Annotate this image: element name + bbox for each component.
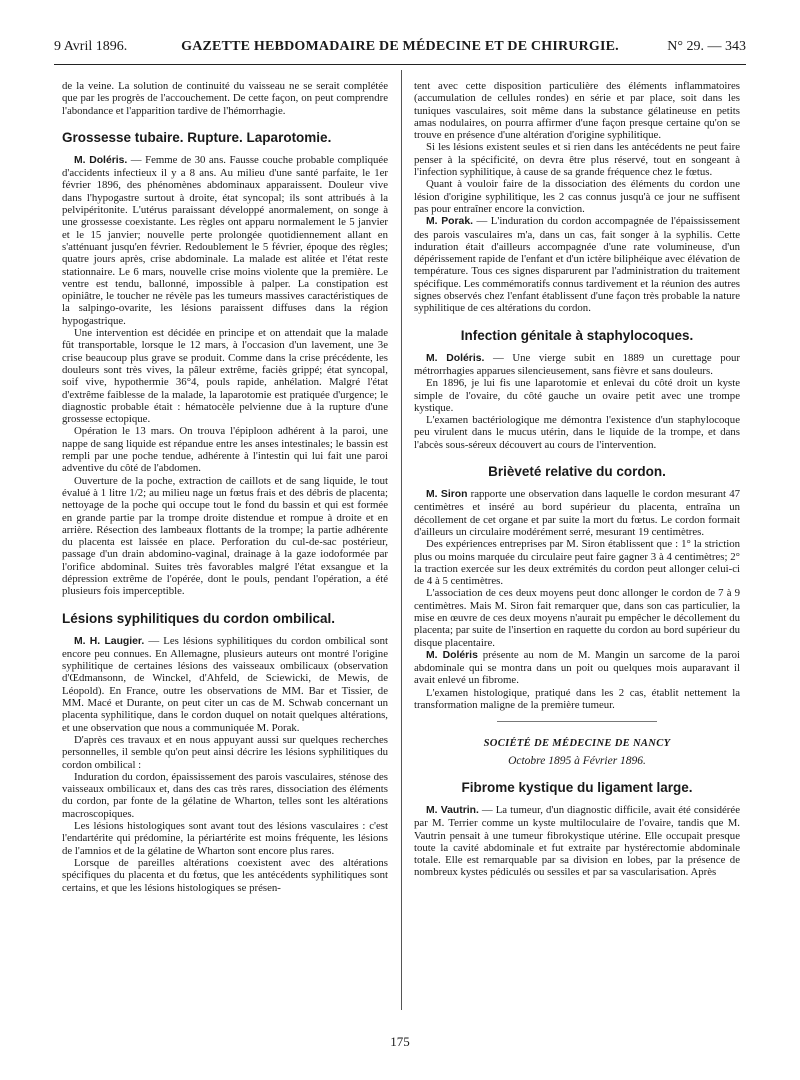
- session-dates: Octobre 1895 à Février 1896.: [508, 754, 646, 767]
- speaker-name: M. Porak.: [426, 216, 473, 228]
- paragraph: Opération le 13 mars. On trouva l'épiploon adhérent à la paroi, une nappe de sang liquide est répandue entre les anses intestinales; le bassin est rempli par une poche tendue, adhérente à l'intestin qui lui fait une paroi adventive du côté de l'abdomen.: [62, 425, 388, 475]
- section-heading: Grossesse tubaire. Rupture. Laparotomie.: [62, 129, 332, 145]
- speaker-name: M. Doléris.: [74, 154, 128, 166]
- header-rule: [54, 64, 746, 65]
- paragraph: D'après ces travaux et en nous appuyant aussi sur quelques recherches personnelles, il semble qu'on peut ainsi décrire les lésions syphilitiques du cordon ombilical :: [62, 733, 388, 771]
- speaker-name: M. Vautrin.: [426, 804, 479, 816]
- paragraph: Des expériences entreprises par M. Siron établissent que : 1° la striction plus ou moins marquée du circulaire peut faire gagner 3 à 4 centimètres; 2° la traction exercée sur les deux extrémités du cordon peut allonger celui-ci de 4 à 5 centimètres.: [414, 538, 740, 588]
- left-column: [62, 80, 388, 894]
- society-title: SOCIÉTÉ DE MÉDECINE DE NANCY: [483, 738, 671, 750]
- speaker-name: M. H. Laugier.: [74, 635, 145, 647]
- paragraph: M. Doléris. — Une vierge subit en 1889 un curettage pour métrorrhagies apparues silencieusement, sans fièvre et sans douleurs.: [414, 351, 741, 377]
- paragraph: M. Vautrin. — La tumeur, d'un diagnostic difficile, avait été considérée par M. Terrier comme un kyste multiloculaire de l'ovaire, tandis que M. Vautrin pensait à une tumeur fibrokystique utérine. Elle occupait presque toute la cavité abdominale et fut extraite par hystérectomie abdominale totale. Elle est remarquable par sa division en lobes, par la présence de nombreux kystes pédiculés ou sessiles et par sa vascularisation. Après: [414, 803, 740, 879]
- paragraph: tent avec cette disposition particulière des éléments inflammatoires (accumulation de cellules rondes) en série et par place, soit dans les tuniques vasculaires, soit même dans la substance gélatineuse en petits amas nodulaires, on pourra affirmer d'une façon presque certaine qu'on se trouve en présence d'une altération d'origine syphilitique.: [414, 80, 740, 142]
- right-column: [414, 80, 740, 879]
- section-heading: Infection génitale à staphylocoques.: [460, 327, 694, 343]
- paragraph: Si les lésions existent seules et si rien dans les antécédents ne peut faire penser à la spécificité, on devra être plus réservé, tout en songeant à l'infection syphilitique, à cause de sa grande fréquence chez le fœtus.: [414, 141, 740, 179]
- journal-title: GAZETTE HEBDOMADAIRE DE MÉDECINE ET DE CHIRURGIE.: [181, 39, 619, 54]
- speaker-name: M. Doléris.: [426, 352, 485, 364]
- paragraph: M. H. Laugier. — Les lésions syphilitiques du cordon ombilical sont encore peu connues. En Allemagne, plusieurs auteurs ont montré l'origine syphilitique de certaines lésions des vaisseaux ombilicaux (observation d'Œdmansonn, de Winckel, d'Ahfeld, de Sciewicki, de Mewis, de Léopold). En France, outre les observations de MM. Bar et Tissier, de MM. Macé et Durante, on peut citer un cas de M. Schwab concernant un placenta syphilitique, dans le cordon duquel on notait quelques altérations, et une observation que nous a communiquée M. Porak.: [62, 634, 388, 734]
- paragraph: M. Doléris. — Femme de 30 ans. Fausse couche probable compliquée d'accidents infectieux il y a 8 ans. Au milieu d'une santé parfaite, le 1er février 1896, des phénomènes abdominaux apparaissent. Douleur vive dans l'hypogastre surtout à droite, état syncopal; ils sont attribués à la pelvipéritonite. L'utérus paraissant développé anormalement, on songe à une grossesse coexistante. Les règles ont apparu normalement le 5 janvier et le 15 janvier; nouvelle perte prolongée quotidiennement allant en s'atténuant jusqu'en février. Redoublement le 5 février, époque des règles; quatre jours après, crise abdominale. La malade est alitée et l'état reste stationnaire. Le 6 mars, nouvelle crise moins violente que la première. Le ventre est tendu, ballonné, impossible à palper. La constipation est opiniâtre, le toucher ne révèle pas les tumeurs massives caractéristiques de la salpingo-ovarite, les lésions paraissent diffuses dans la région hypogastrique.: [62, 153, 388, 327]
- speaker-name: M. Doléris: [426, 649, 478, 661]
- section-separator: [497, 721, 657, 722]
- section-heading: Brièveté relative du cordon.: [488, 464, 666, 480]
- issue-date: 9 Avril 1896.: [54, 39, 128, 54]
- column-divider: [401, 70, 402, 1010]
- paragraph: Une intervention est décidée en principe et on attendait que la malade fût transportable, lorsque le 12 mars, à l'occasion d'un lavement, une 3e crise beaucoup plus grave se produit. Comme dans la crise précédente, les douleurs sont très vives, la pâleur extrême, faciès grippé; état syncopal, soif vive, hypothermie 36°4, pouls rapide, anhélation. Malgré l'état d'extrême faiblesse de la malade, la laparotomie est pratiquée d'urgence; le diagnostic probable était : hématocèle pelvienne due à la rupture d'une grossesse ectopique.: [62, 327, 388, 426]
- paragraph: M. Porak. — L'induration du cordon accompagnée de l'épaississement des parois vasculaires m'a, dans un cas, fait songer à la syphilis. Cette induration était d'ailleurs accompagnée d'une rate volumineuse, d'un dépérissement rapide de l'enfant et d'un ictère biliphéique avec élévation de température. Tous ces signes disparurent par l'administration du traitement spécifique. Les commémoratifs connus tardivement et la réunion des autres signes observés chez l'enfant établissent d'une façon très probable la nature syphilitique de ces altérations du cordon.: [414, 215, 740, 315]
- paragraph: En 1896, je lui fis une laparotomie et enlevai du côté droit un kyste simple de l'ovaire, du côté gauche un ovaire petit avec une trompe kystique.: [414, 377, 740, 414]
- paragraph: de la veine. La solution de continuité du vaisseau ne se serait complétée que par les progrès de l'accouchement. De cette façon, on peut comprendre l'abondance et l'apparition tardive de l'hémorrhagie.: [62, 80, 388, 117]
- paragraph: L'association de ces deux moyens peut donc allonger le cordon de 7 à 9 centimètres. Mais M. Siron fait remarquer que, dans son cas particulier, la mise en œuvre de ces deux moyens n'aurait pu empêcher le décollement du placenta; par suite de l'insertion en raquette du cordon au bord supérieur du disque placentaire.: [414, 587, 740, 649]
- paragraph: Quant à vouloir faire de la dissociation des éléments du cordon une lésion d'origine syphilitique, les 2 cas connus jusqu'à ce jour ne suffisent pas pour entraîner encore la conviction.: [414, 178, 740, 215]
- folio-number: 175: [390, 1034, 410, 1049]
- paragraph: Ouverture de la poche, extraction de caillots et de sang liquide, le tout évalué à 1 litre 1/2; au milieu nage un fœtus frais et des débris de placenta; nettoyage de la poche qui occupe tout le fond du bassin et qui est formée en grande partie par la trompe droite distendue et rompue à droite et en arrière. Résection des lambeaux flottants de la trompe; la partie adhérente du placenta est laissée en place. Perforation du cul-de-sac postérieur, passage d'un drain abdomino-vaginal, drainage à la gaze iodoformée par l'orifice abdominal. Suites très favorables malgré l'état exsangue et la dépression extrême de l'opérée, dont le pouls, pendant l'opération, a été plusieurs fois imperceptible.: [62, 474, 388, 598]
- paragraph: L'examen bactériologique me démontra l'existence d'un staphylocoque peu virulent dans le mucus utérin, dans le liquide de la trompe, et dans l'abcès sous-séreux découvert au cours de l'intervention.: [414, 414, 740, 451]
- paragraph: M. Doléris présente au nom de M. Mangin un sarcome de la paroi abdominale qui se montra dans un poit ou quelques mois auparavant il avait enlevé un fibrome.: [414, 648, 741, 687]
- paragraph: Induration du cordon, épaississement des parois vasculaires, sténose des vaisseaux ombilicaux et, dans des cas très rares, dissociation des éléments du cordon, par fonte de la gélatine de Wharton, telles sont les altérations macroscopiques.: [62, 770, 388, 820]
- paragraph: M. Siron rapporte une observation dans laquelle le cordon mesurant 47 centimètres et inséré au bord supérieur du placenta, entraîna un décollement de cet organe et par suite la mort du fœtus. Le cordon formait d'ailleurs un circulaire modérément serré, mesurant 19 centimètres.: [414, 488, 740, 538]
- speaker-name: M. Siron: [426, 489, 468, 501]
- paragraph: Les lésions histologiques sont avant tout des lésions vasculaires : c'est l'endartérite qui prédomine, la périartérite est moins fréquente, les lésions de l'amnios et de la gélatine de Wharton sont encore plus rares.: [62, 820, 388, 857]
- issue-page-number: N° 29. — 343: [667, 39, 746, 54]
- section-heading: Fibrome kystique du ligament large.: [461, 779, 693, 795]
- paragraph: L'examen histologique, pratiqué dans les 2 cas, établit nettement la transformation maligne de la première tumeur.: [414, 686, 740, 712]
- running-head: [54, 38, 746, 56]
- section-heading: Lésions syphilitiques du cordon ombilical.: [62, 610, 336, 626]
- paragraph: Lorsque de pareilles altérations coexistent avec des altérations spécifiques du placenta et du fœtus, que les antécédents syphilitiques sont certains, et que les lésions histologiques se présen-: [62, 856, 388, 894]
